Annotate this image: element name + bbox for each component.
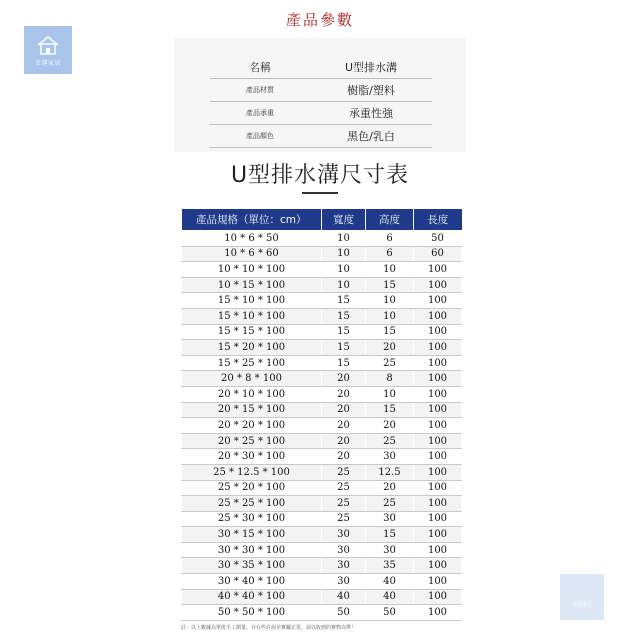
table-cell: 100 xyxy=(414,402,462,418)
table-row xyxy=(182,605,462,621)
watermark-text: 幸運家居 xyxy=(571,602,592,608)
table-cell: 100 xyxy=(414,418,462,434)
table-cell: 30 xyxy=(366,542,414,558)
table-cell: 50 xyxy=(322,605,366,621)
table-cell: 20 xyxy=(322,386,366,402)
table-row xyxy=(182,496,462,512)
table-cell: 50 xyxy=(414,231,462,247)
param-value: 樹脂/塑料 xyxy=(347,84,395,97)
table-cell: 15 xyxy=(366,277,414,293)
table-row xyxy=(182,574,462,590)
table-cell: 10 xyxy=(366,262,414,278)
table-cell: 40 xyxy=(366,574,414,590)
table-row xyxy=(182,433,462,449)
param-row xyxy=(210,56,432,79)
table-row xyxy=(182,542,462,558)
table-cell: 20 xyxy=(366,340,414,356)
table-cell: 10 xyxy=(322,246,366,262)
table-cell: 10 * 6 * 60 xyxy=(182,246,322,262)
param-row xyxy=(210,125,432,148)
table-cell: 100 xyxy=(414,480,462,496)
size-table-header xyxy=(182,209,462,231)
table-cell: 100 xyxy=(414,496,462,512)
table-cell: 30 xyxy=(322,542,366,558)
table-row xyxy=(182,262,462,278)
table-cell: 20 * 15 * 100 xyxy=(182,402,322,418)
table-cell: 30 * 40 * 100 xyxy=(182,574,322,590)
table-row xyxy=(182,464,462,480)
table-cell: 15 xyxy=(322,308,366,324)
table-cell: 20 * 10 * 100 xyxy=(182,386,322,402)
table-cell: 30 xyxy=(366,511,414,527)
size-table-body xyxy=(182,231,462,621)
table-cell: 100 xyxy=(414,589,462,605)
table-cell: 15 xyxy=(322,355,366,371)
table-row xyxy=(182,371,462,387)
params-list xyxy=(210,56,432,148)
params-title xyxy=(174,0,466,38)
table-cell: 10 * 6 * 50 xyxy=(182,231,322,247)
table-cell: 50 xyxy=(366,605,414,621)
table-cell: 25 * 12.5 * 100 xyxy=(182,464,322,480)
table-cell: 60 xyxy=(414,246,462,262)
table-cell: 30 * 15 * 100 xyxy=(182,527,322,543)
table-cell: 20 xyxy=(366,480,414,496)
table-cell: 10 xyxy=(322,262,366,278)
table-cell: 25 * 25 * 100 xyxy=(182,496,322,512)
param-value: 黑色/乳白 xyxy=(347,130,395,143)
table-cell: 100 xyxy=(414,371,462,387)
table-cell: 25 xyxy=(366,496,414,512)
table-row xyxy=(182,480,462,496)
table-cell: 100 xyxy=(414,324,462,340)
size-table-title: U型排水溝尺寸表 xyxy=(230,163,410,188)
table-cell: 12.5 xyxy=(366,464,414,480)
table-row xyxy=(182,246,462,262)
table-cell: 20 xyxy=(322,418,366,434)
table-cell: 10 * 10 * 100 xyxy=(182,262,322,278)
table-cell: 15 * 20 * 100 xyxy=(182,340,322,356)
watermark-logo xyxy=(560,574,604,620)
table-cell: 30 * 30 * 100 xyxy=(182,542,322,558)
table-row xyxy=(182,558,462,574)
column-header: 產品規格（單位：cm） xyxy=(182,209,322,231)
table-cell: 15 * 15 * 100 xyxy=(182,324,322,340)
table-cell: 100 xyxy=(414,449,462,465)
table-cell: 100 xyxy=(414,511,462,527)
brand-logo xyxy=(24,26,72,74)
table-cell: 100 xyxy=(414,277,462,293)
table-cell: 100 xyxy=(414,605,462,621)
table-row xyxy=(182,589,462,605)
table-cell: 25 * 20 * 100 xyxy=(182,480,322,496)
table-cell: 100 xyxy=(414,542,462,558)
table-cell: 100 xyxy=(414,527,462,543)
table-cell: 30 xyxy=(366,449,414,465)
param-key: 產品承重 xyxy=(246,109,274,117)
table-cell: 10 xyxy=(322,277,366,293)
table-cell: 10 * 15 * 100 xyxy=(182,277,322,293)
table-cell: 100 xyxy=(414,293,462,309)
table-cell: 40 * 40 * 100 xyxy=(182,589,322,605)
column-header: 高度 xyxy=(366,209,414,231)
table-cell: 15 xyxy=(322,340,366,356)
table-cell: 35 xyxy=(366,558,414,574)
table-cell: 100 xyxy=(414,355,462,371)
table-row xyxy=(182,308,462,324)
table-cell: 20 xyxy=(322,449,366,465)
logo-text: 幸運家居 xyxy=(34,59,61,67)
param-key: 產品材質 xyxy=(246,86,274,94)
table-cell: 30 * 35 * 100 xyxy=(182,558,322,574)
table-row xyxy=(182,231,462,247)
table-row xyxy=(182,527,462,543)
table-cell: 20 xyxy=(322,433,366,449)
table-cell: 100 xyxy=(414,386,462,402)
table-cell: 20 xyxy=(322,402,366,418)
table-cell: 30 xyxy=(322,527,366,543)
param-key: 產品顏色 xyxy=(246,132,274,140)
table-cell: 20 xyxy=(322,371,366,387)
table-cell: 10 xyxy=(366,293,414,309)
table-cell: 20 * 8 * 100 xyxy=(182,371,322,387)
column-header: 寬度 xyxy=(322,209,366,231)
table-cell: 25 * 30 * 100 xyxy=(182,511,322,527)
param-key: 名稱 xyxy=(249,61,271,74)
table-cell: 100 xyxy=(414,340,462,356)
table-cell: 6 xyxy=(366,231,414,247)
table-cell: 20 * 25 * 100 xyxy=(182,433,322,449)
table-cell: 100 xyxy=(414,262,462,278)
table-row xyxy=(182,355,462,371)
table-cell: 15 * 10 * 100 xyxy=(182,308,322,324)
params-title-text: 產品參數 xyxy=(285,10,354,29)
table-cell: 100 xyxy=(414,308,462,324)
table-row xyxy=(182,386,462,402)
table-cell: 25 xyxy=(322,464,366,480)
table-cell: 50 * 50 * 100 xyxy=(182,605,322,621)
table-cell: 20 * 20 * 100 xyxy=(182,418,322,434)
table-cell: 10 xyxy=(366,386,414,402)
param-row xyxy=(210,79,432,102)
table-cell: 25 xyxy=(366,355,414,371)
table-cell: 15 xyxy=(366,402,414,418)
table-cell: 25 xyxy=(322,511,366,527)
table-cell: 25 xyxy=(366,433,414,449)
table-cell: 100 xyxy=(414,433,462,449)
table-cell: 15 xyxy=(366,324,414,340)
table-cell: 15 xyxy=(322,293,366,309)
table-row xyxy=(182,402,462,418)
table-cell: 100 xyxy=(414,464,462,480)
table-cell: 30 xyxy=(322,574,366,590)
size-table xyxy=(181,209,462,621)
table-cell: 40 xyxy=(322,589,366,605)
table-row xyxy=(182,293,462,309)
table-cell: 20 * 30 * 100 xyxy=(182,449,322,465)
column-header: 長度 xyxy=(414,209,462,231)
table-cell: 6 xyxy=(366,246,414,262)
param-value: 承重性強 xyxy=(349,107,393,120)
table-cell: 30 xyxy=(322,558,366,574)
table-cell: 10 xyxy=(322,231,366,247)
table-cell: 100 xyxy=(414,558,462,574)
table-cell: 25 xyxy=(322,496,366,512)
table-row xyxy=(182,418,462,434)
table-row xyxy=(182,324,462,340)
table-cell: 15 xyxy=(322,324,366,340)
param-row xyxy=(210,102,432,125)
title-underline xyxy=(302,192,338,194)
table-cell: 40 xyxy=(366,589,414,605)
table-row xyxy=(182,277,462,293)
table-cell: 8 xyxy=(366,371,414,387)
table-cell: 15 * 10 * 100 xyxy=(182,293,322,309)
param-value: U型排水溝 xyxy=(344,61,398,74)
table-cell: 25 xyxy=(322,480,366,496)
table-cell: 15 xyxy=(366,527,414,543)
footnote: 註：以上數據為單批手工測量，存在些許誤差實屬正常，請以收到的實物為準！ xyxy=(181,625,357,631)
house-icon xyxy=(35,34,61,56)
table-cell: 100 xyxy=(414,574,462,590)
table-row xyxy=(182,340,462,356)
table-row xyxy=(182,511,462,527)
table-row xyxy=(182,449,462,465)
table-cell: 15 * 25 * 100 xyxy=(182,355,322,371)
table-cell: 20 xyxy=(366,418,414,434)
table-cell: 10 xyxy=(366,308,414,324)
